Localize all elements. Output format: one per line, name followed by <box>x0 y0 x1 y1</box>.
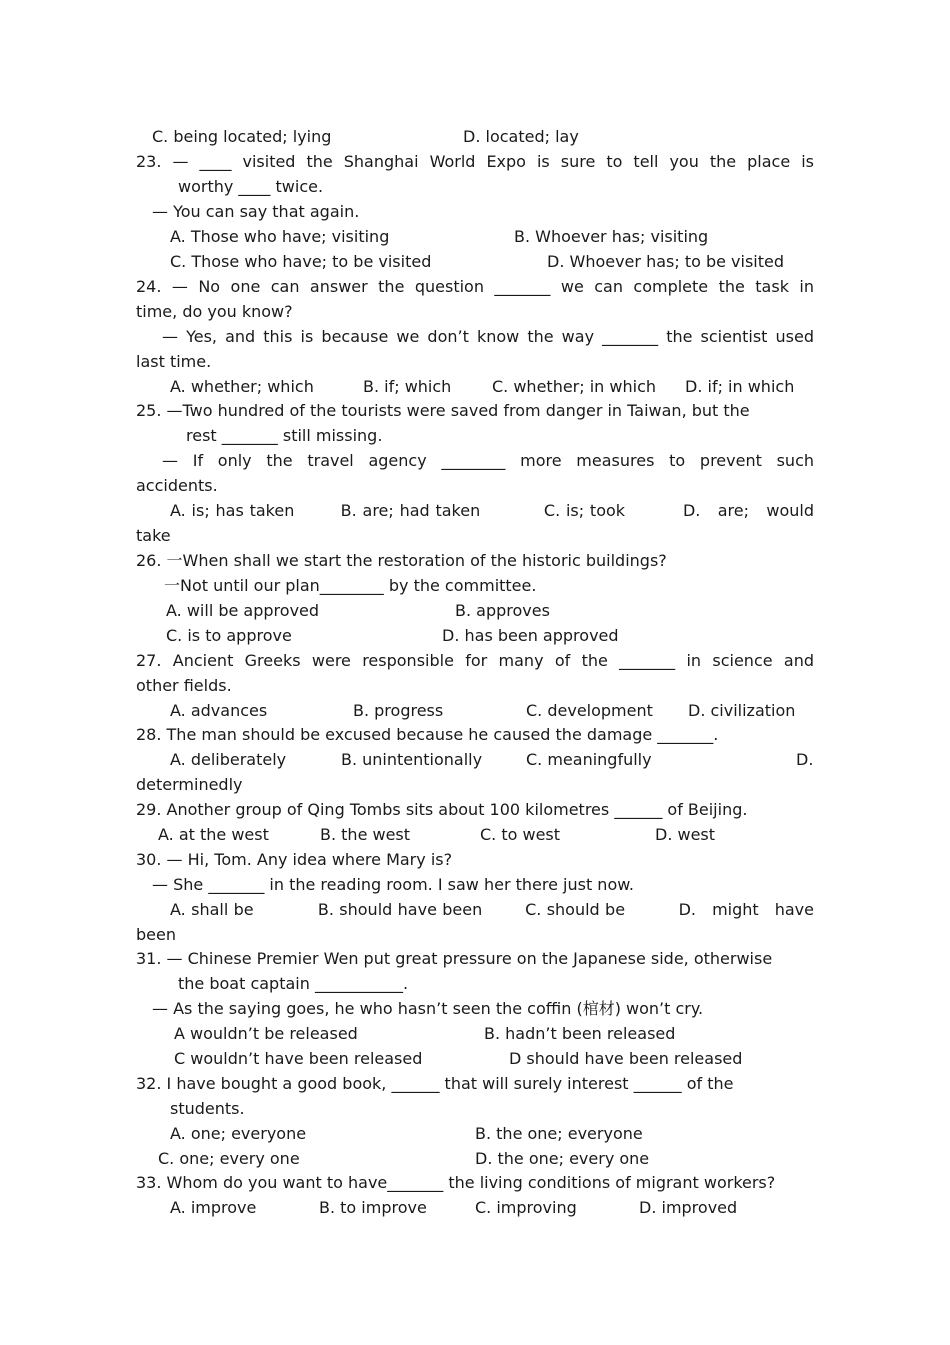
option-b: B. if; which <box>363 377 452 396</box>
option-d: D. has been approved <box>442 626 619 645</box>
option-c: C. development <box>526 701 653 720</box>
option-d-cont: determinedly <box>136 775 243 794</box>
option-line <box>136 698 814 723</box>
option-line <box>136 124 814 149</box>
option-b: B. Whoever has; visiting <box>514 227 709 246</box>
option-a: A wouldn’t be released <box>174 1024 358 1043</box>
option-c: C. one; every one <box>158 1149 300 1168</box>
question-30-options: A. shall be B. should have been C. should be D. might have <box>170 900 814 919</box>
option-a: A. at the west <box>158 825 269 844</box>
question-25-cont: rest _______ still missing. <box>186 426 383 445</box>
option-b: B. approves <box>455 601 550 620</box>
question-25-options: A. is; has taken B. are; had taken C. is; took D. are; would <box>170 501 814 520</box>
option-line <box>136 623 814 648</box>
option-b: B. hadn’t been released <box>484 1024 676 1043</box>
option-c: C. whether; in which <box>492 377 657 396</box>
option-a: A. improve <box>170 1198 257 1217</box>
question-31-cont: the boat captain ___________. <box>178 974 409 993</box>
option-line <box>136 249 814 274</box>
option-line <box>136 1121 814 1146</box>
option-d: D. improved <box>639 1198 738 1217</box>
option-b: B. the west <box>320 825 411 844</box>
question-31-reply: — As the saying goes, he who hasn’t seen the coffin (棺材) won’t cry. <box>152 999 704 1018</box>
option-b: B. to improve <box>319 1198 427 1217</box>
question-23-cont: worthy ____ twice. <box>178 177 324 196</box>
question-23-reply: — You can say that again. <box>152 202 360 221</box>
option-line <box>136 747 814 772</box>
question-28: 28. The man should be excused because he caused the damage _______. <box>136 725 719 744</box>
option-d: D. civilization <box>688 701 796 720</box>
option-a: A. Those who have; visiting <box>170 227 390 246</box>
question-25-options-cont: take <box>136 526 171 545</box>
option-d: D. <box>796 750 814 769</box>
option-b: B. the one; everyone <box>475 1124 643 1143</box>
question-31: 31. — Chinese Premier Wen put great pressure on the Japanese side, otherwise <box>136 949 773 968</box>
question-30: 30. — Hi, Tom. Any idea where Mary is? <box>136 850 453 869</box>
option-b: B. progress <box>353 701 444 720</box>
question-23: 23. — ____ visited the Shanghai World Expo is sure to tell you the place is <box>136 152 814 171</box>
question-24-cont: time, do you know? <box>136 302 293 321</box>
question-26-reply: 一Not until our plan________ by the committee. <box>164 576 537 595</box>
question-24-reply-cont: last time. <box>136 352 212 371</box>
option-line <box>136 224 814 249</box>
option-line <box>136 1195 814 1220</box>
question-25-reply-cont: accidents. <box>136 476 218 495</box>
question-26: 26. 一When shall we start the restoration of the historic buildings? <box>136 551 667 570</box>
question-32-cont: students. <box>170 1099 245 1118</box>
option-a: A. one; everyone <box>170 1124 307 1143</box>
option-d: D. located; lay <box>463 127 579 146</box>
question-30-reply: — She _______ in the reading room. I saw her there just now. <box>152 875 634 894</box>
question-25: 25. —Two hundred of the tourists were saved from danger in Taiwan, but the <box>136 401 750 420</box>
option-d: D. Whoever has; to be visited <box>547 252 785 271</box>
option-d: D. the one; every one <box>475 1149 650 1168</box>
option-d: D. west <box>655 825 716 844</box>
option-line <box>136 822 814 847</box>
question-33: 33. Whom do you want to have_______ the living conditions of migrant workers? <box>136 1173 776 1192</box>
option-d: D. if; in which <box>685 377 795 396</box>
option-d: D should have been released <box>509 1049 743 1068</box>
option-a: A. whether; which <box>170 377 314 396</box>
option-line <box>136 1046 814 1071</box>
option-a: A. deliberately <box>170 750 287 769</box>
option-a: A. will be approved <box>166 601 320 620</box>
question-24-reply: — Yes, and this is because we don’t know the way _______ the scientist used <box>162 327 814 346</box>
question-24: 24. — No one can answer the question _______ we can complete the task in <box>136 277 814 296</box>
question-25-reply: — If only the travel agency ________ more measures to prevent such <box>162 451 814 470</box>
option-line <box>136 598 814 623</box>
option-line <box>136 374 814 399</box>
option-c: C. being located; lying <box>152 127 332 146</box>
option-c: C. Those who have; to be visited <box>170 252 432 271</box>
option-c: C wouldn’t have been released <box>174 1049 423 1068</box>
question-27: 27. Ancient Greeks were responsible for many of the _______ in science and <box>136 651 814 670</box>
question-32: 32. I have bought a good book, ______ that will surely interest ______ of the <box>136 1074 734 1093</box>
question-27-cont: other fields. <box>136 676 232 695</box>
option-line <box>136 1146 814 1171</box>
question-29: 29. Another group of Qing Tombs sits about 100 kilometres ______ of Beijing. <box>136 800 748 819</box>
option-line <box>136 1021 814 1046</box>
option-c: C. to west <box>480 825 561 844</box>
option-c: C. is to approve <box>166 626 292 645</box>
option-c: C. improving <box>475 1198 577 1217</box>
question-30-options-cont: been <box>136 925 176 944</box>
option-b: B. unintentionally <box>341 750 483 769</box>
option-a: A. advances <box>170 701 268 720</box>
option-c: C. meaningfully <box>526 750 652 769</box>
